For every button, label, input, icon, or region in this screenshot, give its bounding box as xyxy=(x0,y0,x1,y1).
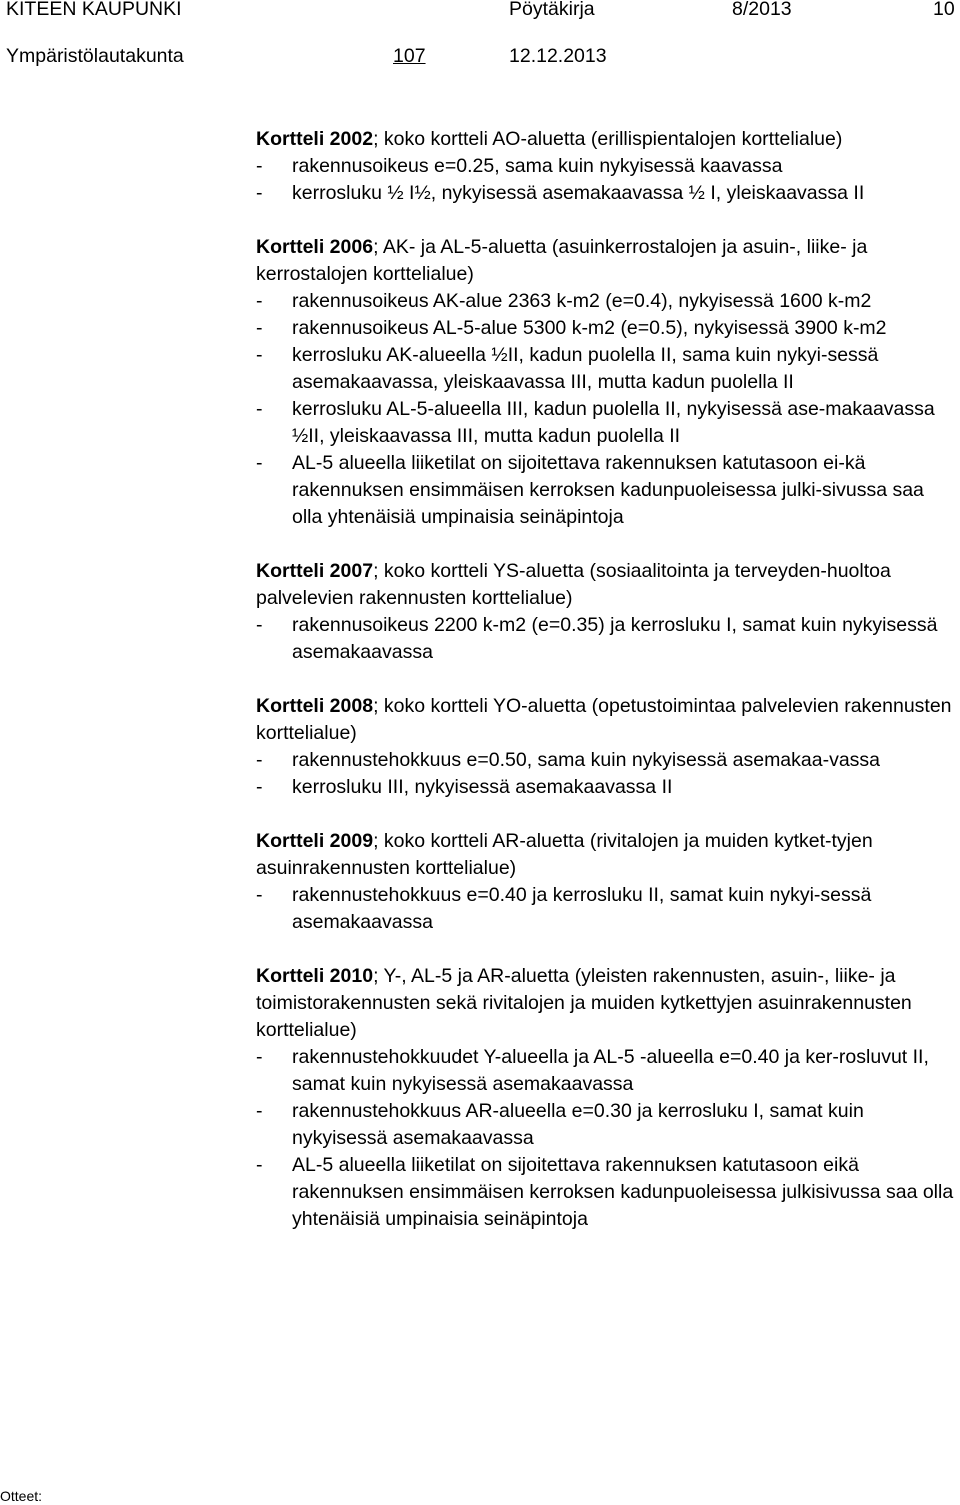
list-bullet: - xyxy=(256,317,263,339)
issue-number: 8/2013 xyxy=(732,0,792,20)
list-bullet: - xyxy=(256,344,263,366)
block-label: Kortteli 2010 xyxy=(256,965,374,987)
list-bullet: - xyxy=(256,290,263,312)
document-type: Pöytäkirja xyxy=(509,0,595,20)
attachments-label: Otteet: xyxy=(0,1488,43,1504)
list-item xyxy=(256,612,956,666)
list-item xyxy=(256,450,956,531)
list-bullet: - xyxy=(256,884,263,906)
block-section xyxy=(256,234,956,531)
block-section xyxy=(256,828,956,936)
list-item-text: rakennustehokkuus e=0.40 ja kerrosluku II, samat kuin nykyi-sessä asemakaavassa xyxy=(292,884,872,933)
list-item-text: rakennustehokkuus e=0.50, sama kuin nykyisessä asemakaa-vassa xyxy=(292,749,881,771)
block-section xyxy=(256,693,956,801)
list-item xyxy=(256,288,956,315)
list-item-text: rakennustehokkuus AR-alueella e=0.30 ja kerrosluku I, samat kuin nykyisessä asemakaavassa xyxy=(292,1100,864,1149)
list-item xyxy=(256,396,956,450)
section-number: 107 xyxy=(393,45,426,67)
list-item xyxy=(256,882,956,936)
block-heading xyxy=(256,126,956,153)
list-item xyxy=(256,180,956,207)
list-item xyxy=(256,774,956,801)
block-heading xyxy=(256,963,956,1044)
block-description: ; AK- ja AL-5-aluetta (asuinkerrostalojen ja asuin-, liike- ja kerrostalojen korttelialue) xyxy=(256,236,868,285)
block-label: Kortteli 2007 xyxy=(256,560,374,582)
list-item xyxy=(256,747,956,774)
list-item-text: rakennusoikeus e=0.25, sama kuin nykyisessä kaavassa xyxy=(292,155,783,177)
list-item xyxy=(256,342,956,396)
block-section xyxy=(256,558,956,666)
municipality-name: KITEEN KAUPUNKI xyxy=(6,0,182,20)
list-bullet: - xyxy=(256,776,263,798)
page-number: 10 xyxy=(933,0,955,20)
block-section xyxy=(256,126,956,207)
block-heading xyxy=(256,558,956,612)
list-item-text: kerrosluku AL-5-alueella III, kadun puolella II, nykyisessä ase-makaavassa ½II, yleiskaavassa III, mutta kadun puolella II xyxy=(292,398,935,447)
list-item-text: kerrosluku AK-alueella ½II, kadun puolella II, sama kuin nykyi-sessä asemakaavassa, yleiskaavassa III, mutta kadun puolella II xyxy=(292,344,879,393)
list-bullet: - xyxy=(256,1100,263,1122)
list-item-text: AL-5 alueella liiketilat on sijoitettava rakennuksen katutasoon eikä rakennuksen ensimmäisen kerroksen kadunpuoleisessa julkisivussa saa olla yhtenäisiä umpinaisia seinäpintoja xyxy=(292,1154,954,1230)
board-name: Ympäristölautakunta xyxy=(6,45,184,67)
block-description: ; Y-, AL-5 ja AR-aluetta (yleisten rakennusten, asuin-, liike- ja toimistorakennusten sekä rivitalojen ja muiden kytkettyjen asuinrakennusten korttelialue) xyxy=(256,965,912,1041)
list-item-text: AL-5 alueella liiketilat on sijoitettava rakennuksen katutasoon ei-kä rakennuksen ensimmäisen kerroksen kadunpuoleisessa julki-sivussa saa olla yhtenäisiä umpinaisia seinäpintoja xyxy=(292,452,924,528)
list-bullet: - xyxy=(256,155,263,177)
block-description: ; koko kortteli YS-aluetta (sosiaalitointa ja terveyden-huoltoa palvelevien rakennusten korttelialue) xyxy=(256,560,891,609)
list-bullet: - xyxy=(256,1154,263,1176)
block-section xyxy=(256,963,956,1233)
block-description: ; koko kortteli AR-aluetta (rivitalojen ja muiden kytket-tyjen asuinrakennusten korttelialue) xyxy=(256,830,873,879)
list-item-text: rakennusoikeus AK-alue 2363 k-m2 (e=0.4), nykyisessä 1600 k-m2 xyxy=(292,290,872,312)
block-label: Kortteli 2002 xyxy=(256,128,374,150)
block-label: Kortteli 2008 xyxy=(256,695,374,717)
list-bullet: - xyxy=(256,749,263,771)
block-description: ; koko kortteli AO-aluetta (erillispientalojen korttelialue) xyxy=(373,128,843,150)
list-item xyxy=(256,153,956,180)
list-item-text: kerrosluku ½ I½, nykyisessä asemakaavassa ½ I, yleiskaavassa II xyxy=(292,182,865,204)
block-label: Kortteli 2009 xyxy=(256,830,374,852)
block-heading xyxy=(256,828,956,882)
list-item xyxy=(256,1152,956,1233)
list-item-text: rakennusoikeus 2200 k-m2 (e=0.35) ja kerrosluku I, samat kuin nykyisessä asemakaavassa xyxy=(292,614,938,663)
list-item-text: rakennustehokkuudet Y-alueella ja AL-5 -alueella e=0.40 ja ker-rosluvut II, samat kuin nykyisessä asemakaavassa xyxy=(292,1046,929,1095)
list-item-text: kerrosluku III, nykyisessä asemakaavassa II xyxy=(292,776,673,798)
list-bullet: - xyxy=(256,1046,263,1068)
list-bullet: - xyxy=(256,182,263,204)
list-item xyxy=(256,1098,956,1152)
list-bullet: - xyxy=(256,452,263,474)
meeting-date: 12.12.2013 xyxy=(509,45,607,67)
list-bullet: - xyxy=(256,614,263,636)
block-description: ; koko kortteli YO-aluetta (opetustoimintaa palvelevien rakennusten korttelialue) xyxy=(256,695,952,744)
list-item xyxy=(256,1044,956,1098)
document-body xyxy=(256,126,956,1260)
block-heading xyxy=(256,693,956,747)
block-heading xyxy=(256,234,956,288)
list-item xyxy=(256,315,956,342)
block-label: Kortteli 2006 xyxy=(256,236,374,258)
list-bullet: - xyxy=(256,398,263,420)
list-item-text: rakennusoikeus AL-5-alue 5300 k-m2 (e=0.5), nykyisessä 3900 k-m2 xyxy=(292,317,887,339)
